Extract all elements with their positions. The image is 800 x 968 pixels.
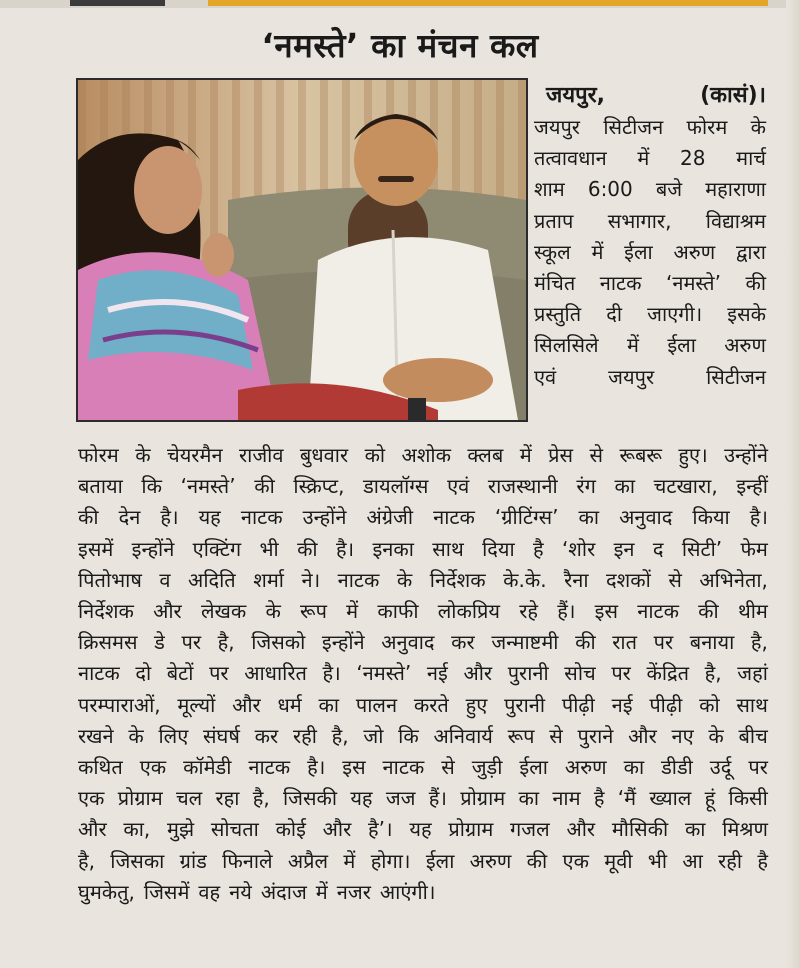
lead-text-line: एवं जयपुर सिटीजन xyxy=(534,364,766,389)
page-top-strip xyxy=(0,0,800,8)
body-text-line: परम्पाराओं, मूल्यों और धर्म का पालन करते हुए पुरानी पीढ़ी नई पीढ़ी को साथ xyxy=(78,692,768,717)
dateline-agency: (कासं)। xyxy=(700,83,766,108)
photo-illustration xyxy=(78,80,526,420)
lead-column xyxy=(534,80,766,393)
body-text-line: एक प्रोग्राम चल रहा है, जिसकी यह जज हैं। प्रोग्राम का नाम है ‘मैं ख्याल हूं किसी xyxy=(78,786,768,811)
body-text-line: है, जिसका ग्रांड फिनाले अप्रैल में होगा। ईला अरुण की एक मूवी भी आ रही है xyxy=(78,848,768,873)
dateline-place: जयपुर, xyxy=(546,83,605,108)
news-photo xyxy=(76,78,528,422)
lead-text-line: शाम 6:00 बजे महाराणा xyxy=(534,177,766,202)
body-text-line: कथित एक कॉमेडी नाटक है। इस नाटक से जुड़ी ईला अरुण का डीडी उर्दू पर xyxy=(78,755,768,780)
section-rule xyxy=(208,0,768,6)
body-text-line: फोरम के चेयरमैन राजीव बुधवार को अशोक क्लब में प्रेस से रूबरू हुए। उन्होंने xyxy=(78,443,768,467)
dateline xyxy=(534,80,766,112)
body-text-line: की देन है। यह नाटक उन्होंने अंग्रेजी नाटक ‘ग्रीटिंग्स’ का अनुवाद किया है। xyxy=(78,505,768,530)
page-edge xyxy=(786,0,800,968)
lead-text-line: मंचित नाटक ‘नमस्ते’ की xyxy=(534,271,766,296)
lead-text-line: सिलसिले में ईला अरुण xyxy=(534,333,766,358)
masthead-tab xyxy=(70,0,165,6)
lead-text-line: स्कूल में ईला अरुण द्वारा xyxy=(534,239,766,264)
lead-text-line: तत्वावधान में 28 मार्च xyxy=(534,146,766,171)
article-body xyxy=(78,440,768,908)
lead-text-line: जयपुर सिटीजन फोरम के xyxy=(534,115,766,139)
lead-text-line: प्रताप सभागार, विद्याश्रम xyxy=(534,208,766,233)
body-text-line: निर्देशक और लेखक के रूप में काफी लोकप्रिय रहे हैं। इस नाटक की थीम xyxy=(78,599,768,624)
body-text-line: नाटक दो बेटों पर आधारित है। ‘नमस्ते’ नई और पुरानी सोच पर केंद्रित है, जहां xyxy=(78,661,768,686)
body-text-line: घुमकेतु, जिसमें वह नये अंदाज में नजर आएंगी। xyxy=(78,879,436,904)
body-text-line: और का, मुझे सोचता कोई और है’। यह प्रोग्राम गजल और मौसिकी का मिश्रण xyxy=(78,817,768,842)
body-text-line: रखने के लिए संघर्ष कर रही है, जो कि अनिवार्य रूप से पुराने और नए के बीच xyxy=(78,723,768,748)
body-text-line: बताया कि ‘नमस्ते’ की स्क्रिप्ट, डायलॉग्स एवं राजस्थानी रंग का चटखारा, इन्हीं xyxy=(78,474,768,499)
body-text-line: इसमें इन्होंने एक्टिंग भी की है। इनका साथ दिया है ‘शोर इन द सिटी’ फेम xyxy=(78,536,768,561)
body-text-line: पितोभाष व अदिति शर्मा ने। नाटक के निर्देशक के.के. रैना दशकों से अभिनेता, xyxy=(78,567,768,592)
lead-text-line: प्रस्तुति दी जाएगी। इसके xyxy=(534,302,766,327)
lead-text xyxy=(534,112,766,393)
body-text-line: क्रिसमस डे पर है, जिसको इन्होंने अनुवाद कर जन्माष्टमी की रात पर बनाया है, xyxy=(78,630,768,655)
headline: ‘नमस्ते’ का मंचन कल xyxy=(261,26,539,65)
